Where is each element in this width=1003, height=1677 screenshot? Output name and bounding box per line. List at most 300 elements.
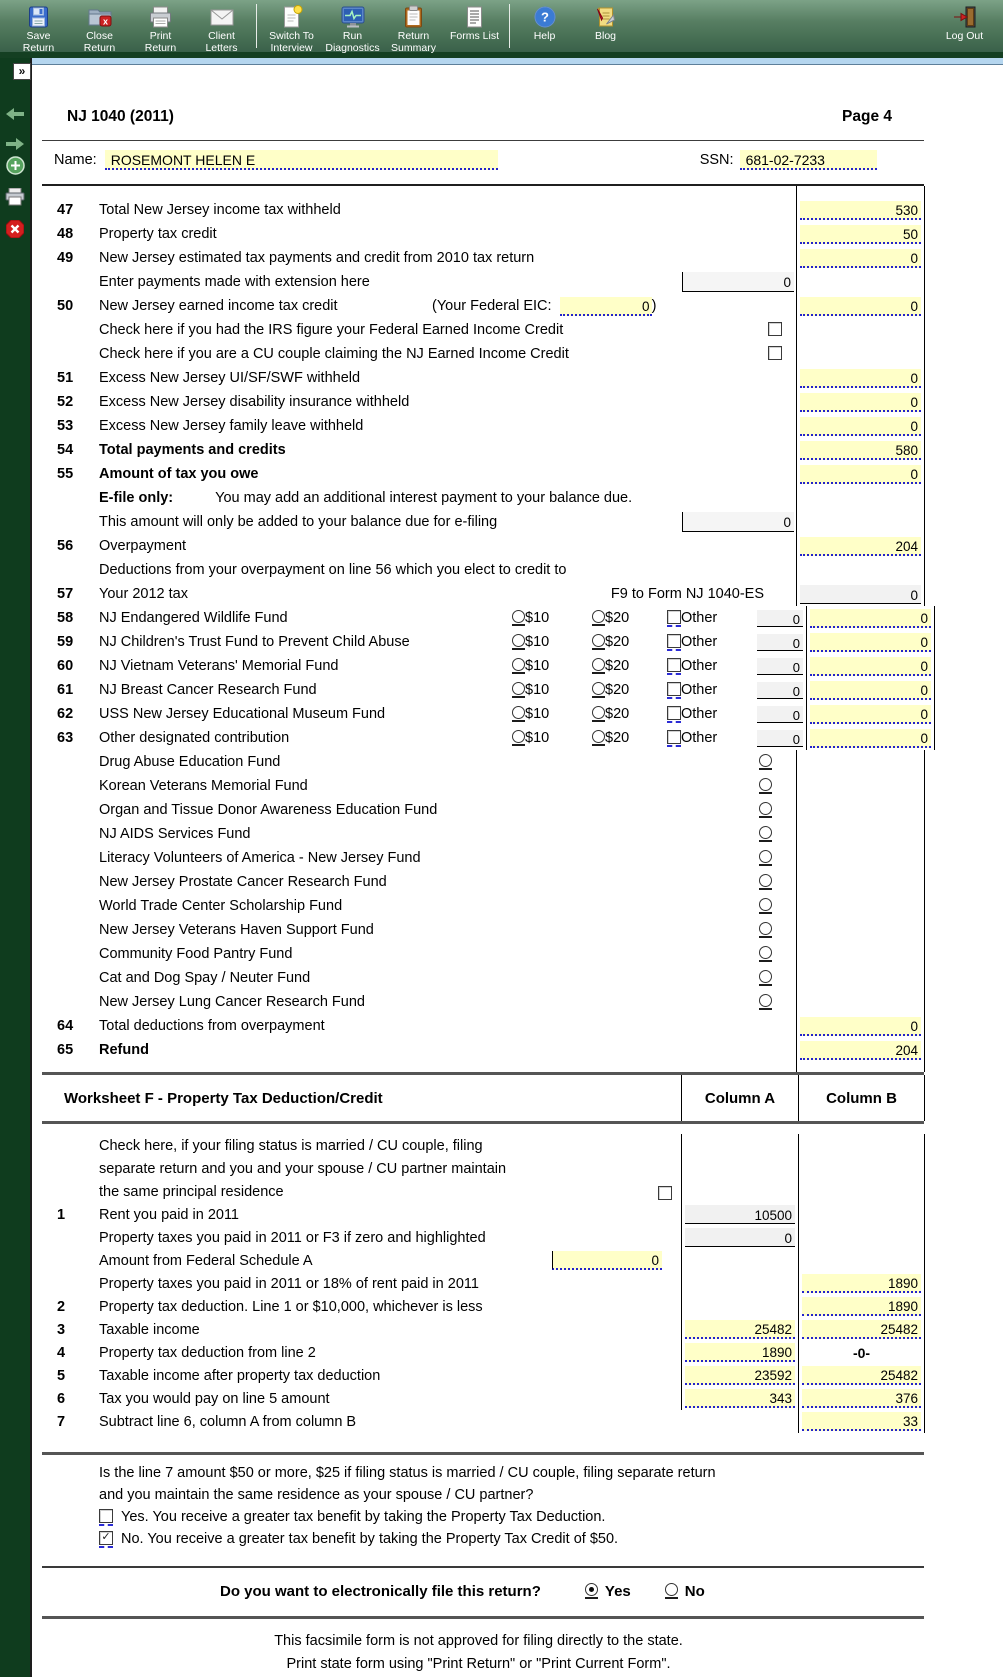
ws-line4-a-field[interactable]: 1890 bbox=[685, 1343, 795, 1362]
ws-18pct-field[interactable]: 1890 bbox=[802, 1274, 921, 1293]
fund-row-prostate-cancer bbox=[32, 870, 925, 894]
envelope-icon bbox=[209, 3, 235, 30]
fund-row-lung-cancer bbox=[32, 990, 925, 1014]
line-label: Excess New Jersey disability insurance withheld bbox=[99, 394, 410, 410]
deduction-credit-question bbox=[32, 1462, 925, 1550]
line-number: 61 bbox=[57, 682, 74, 698]
main-toolbar bbox=[0, 0, 1003, 52]
extension-payments-row bbox=[32, 270, 925, 294]
federal-eic-field[interactable]: 0 bbox=[560, 297, 652, 316]
line-label: This amount will only be added to your balance due for e-filing bbox=[99, 514, 498, 530]
divider bbox=[42, 1616, 924, 1619]
ws-check-line-3 bbox=[32, 1180, 925, 1203]
fund-radio[interactable] bbox=[759, 874, 772, 890]
blog-button[interactable] bbox=[575, 3, 636, 42]
efile-yes-radio[interactable] bbox=[585, 1583, 598, 1599]
line-number: 50 bbox=[57, 298, 74, 314]
ws-line5-a-field[interactable]: 23592 bbox=[685, 1366, 795, 1385]
clipboard-icon bbox=[401, 3, 426, 30]
ws-property-taxes-row bbox=[32, 1226, 925, 1249]
ten-dollar-label: $10 bbox=[525, 610, 550, 626]
ws-check-line-1 bbox=[32, 1134, 925, 1157]
close-return-icon bbox=[87, 3, 113, 30]
twenty-dollar-label: $20 bbox=[605, 610, 630, 626]
line54-amount-field[interactable]: 580 bbox=[800, 441, 921, 460]
ws-line7-b-field[interactable]: 33 bbox=[802, 1412, 921, 1431]
button-label: Client bbox=[208, 30, 235, 42]
line-label: Amount of tax you owe bbox=[99, 466, 259, 482]
line59-twenty-radio[interactable] bbox=[592, 634, 605, 650]
form-line-47 bbox=[32, 198, 925, 222]
fund-radio[interactable] bbox=[759, 754, 772, 770]
interview-icon bbox=[279, 3, 304, 30]
fund-row-nj-aids bbox=[32, 822, 925, 846]
cu-eic-checkbox-row bbox=[32, 342, 925, 366]
close-form-icon[interactable] bbox=[4, 218, 26, 240]
forms-list-button[interactable] bbox=[444, 3, 505, 42]
no-option-label: No. You receive a greater tax benefit by taking the Property Tax Credit of $50. bbox=[121, 1531, 619, 1547]
switch-to-interview-button[interactable] bbox=[261, 3, 322, 54]
svg-text:x: x bbox=[102, 16, 108, 26]
line60-other-amount-field[interactable]: 0 bbox=[757, 658, 803, 675]
ws-label: Property taxes you paid in 2011 or 18% of rent paid in 2011 bbox=[99, 1275, 479, 1292]
ten-dollar-label: $10 bbox=[525, 634, 550, 650]
ws-label: Property taxes you paid in 2011 or F3 if zero and highlighted bbox=[99, 1229, 486, 1246]
form-line-52 bbox=[32, 390, 925, 414]
line63-ten-radio[interactable] bbox=[512, 730, 525, 746]
credit-no-checkbox[interactable]: ✓ bbox=[99, 1531, 113, 1548]
line-label: Your 2012 tax bbox=[99, 586, 188, 602]
line-number: 59 bbox=[57, 634, 74, 650]
line-label: Excess New Jersey UI/SF/SWF withheld bbox=[99, 370, 361, 386]
divider bbox=[42, 140, 924, 141]
line51-amount-field[interactable]: 0 bbox=[800, 369, 921, 388]
line65-amount-field[interactable]: 204 bbox=[800, 1041, 921, 1060]
line62-amount-field[interactable]: 0 bbox=[810, 705, 931, 724]
fund-radio[interactable] bbox=[759, 994, 772, 1010]
line63-twenty-radio[interactable] bbox=[592, 730, 605, 746]
line-label: NJ Children's Trust Fund to Prevent Child Abuse bbox=[99, 634, 410, 650]
line-label: Total payments and credits bbox=[99, 442, 286, 458]
line-label: Enter payments made with extension here bbox=[99, 274, 370, 290]
line61-other-checkbox[interactable] bbox=[667, 682, 681, 699]
question-yes-row bbox=[32, 1506, 925, 1528]
line59-amount-field[interactable]: 0 bbox=[810, 633, 931, 652]
other-label: Other bbox=[681, 634, 718, 650]
line61-amount-field[interactable]: 0 bbox=[810, 681, 931, 700]
ws-line5-b-field[interactable]: 25482 bbox=[802, 1366, 921, 1385]
button-label: Summary bbox=[391, 42, 436, 54]
help-button[interactable] bbox=[514, 3, 575, 42]
form-header bbox=[32, 108, 925, 126]
fund-radio[interactable] bbox=[759, 826, 772, 842]
button-label: Blog bbox=[594, 30, 616, 42]
button-label: Print bbox=[149, 30, 172, 42]
button-label: Return bbox=[397, 30, 430, 42]
ten-dollar-label: $10 bbox=[525, 706, 550, 722]
form-line-50 bbox=[32, 294, 925, 318]
ws-line-number: 7 bbox=[57, 1413, 66, 1430]
save-return-button[interactable] bbox=[8, 3, 69, 54]
ws-label: Check here, if your filing status is married / CU couple, filing bbox=[99, 1137, 483, 1154]
ws-line-2 bbox=[32, 1295, 925, 1318]
printer-icon bbox=[148, 3, 173, 30]
federal-eic-close-paren: ) bbox=[651, 298, 657, 314]
question-line-1: Is the line 7 amount $50 or more, $25 if filing status is married / CU couple, filing separate return bbox=[99, 1465, 716, 1481]
form-line-64 bbox=[32, 1014, 925, 1038]
form-line-59 bbox=[32, 630, 928, 654]
button-label: Return bbox=[83, 42, 116, 54]
spacer-row bbox=[32, 186, 925, 198]
deductions-note-row bbox=[32, 558, 925, 582]
ws-line-number: 2 bbox=[57, 1298, 66, 1315]
name-field[interactable]: ROSEMONT HELEN E bbox=[105, 150, 498, 170]
ws-line-5 bbox=[32, 1364, 925, 1387]
line-number: 57 bbox=[57, 586, 74, 602]
fund-label: Literacy Volunteers of America - New Jersey Fund bbox=[99, 850, 421, 866]
question-no-row bbox=[32, 1528, 925, 1550]
form-line-55 bbox=[32, 462, 925, 486]
blog-icon bbox=[593, 3, 618, 30]
button-label: Letters bbox=[205, 42, 238, 54]
line-label: Total deductions from overpayment bbox=[99, 1018, 325, 1034]
fund-radio[interactable] bbox=[759, 946, 772, 962]
ws-line-7 bbox=[32, 1410, 925, 1433]
divider bbox=[42, 1121, 924, 1124]
line-number: 62 bbox=[57, 706, 74, 722]
ssn-label: SSN: bbox=[699, 152, 734, 168]
twenty-dollar-label: $20 bbox=[605, 730, 630, 746]
ws-label: Property tax deduction. Line 1 or $10,000, whichever is less bbox=[99, 1298, 483, 1315]
other-label: Other bbox=[681, 682, 718, 698]
line59-other-amount-field[interactable]: 0 bbox=[757, 634, 803, 651]
efile-yes-label: Yes bbox=[604, 1582, 631, 1600]
form-line-57 bbox=[32, 582, 925, 606]
other-label: Other bbox=[681, 706, 718, 722]
yes-option-label: Yes. You receive a greater tax benefit by taking the Property Tax Deduction. bbox=[121, 1509, 606, 1525]
line61-ten-radio[interactable] bbox=[512, 682, 525, 698]
button-label: Diagnostics bbox=[325, 42, 380, 54]
fund-radio[interactable] bbox=[759, 898, 772, 914]
extension-payments-field[interactable]: 0 bbox=[682, 272, 794, 292]
svg-text:?: ? bbox=[540, 9, 549, 24]
irs-eic-checkbox-row bbox=[32, 318, 925, 342]
line47-amount-field[interactable]: 530 bbox=[800, 201, 921, 220]
fund-row-wtc-scholarship bbox=[32, 894, 925, 918]
fund-label: New Jersey Prostate Cancer Research Fund bbox=[99, 874, 387, 890]
ws-rent-field[interactable]: 10500 bbox=[685, 1205, 795, 1224]
line58-twenty-radio[interactable] bbox=[592, 610, 605, 626]
line-number: 63 bbox=[57, 730, 74, 746]
return-summary-button[interactable] bbox=[383, 3, 444, 54]
fund-label: New Jersey Lung Cancer Research Fund bbox=[99, 994, 365, 1010]
fund-row-korean-veterans bbox=[32, 774, 925, 798]
ws-line-number: 6 bbox=[57, 1390, 66, 1407]
facsimile-footer bbox=[32, 1630, 925, 1676]
form-pane bbox=[30, 58, 1003, 1677]
other-label: Other bbox=[681, 658, 718, 674]
line48-amount-field[interactable]: 50 bbox=[800, 225, 921, 244]
line-label: Refund bbox=[99, 1042, 149, 1058]
help-icon bbox=[533, 3, 557, 30]
fund-label: NJ AIDS Services Fund bbox=[99, 826, 251, 842]
divider bbox=[42, 1452, 924, 1455]
line60-other-checkbox[interactable] bbox=[667, 658, 681, 675]
print-return-button[interactable] bbox=[130, 3, 191, 54]
name-ssn-row bbox=[32, 148, 925, 172]
twenty-dollar-label: $20 bbox=[605, 682, 630, 698]
line59-ten-radio[interactable] bbox=[512, 634, 525, 650]
ws-label: Amount from Federal Schedule A bbox=[99, 1252, 313, 1269]
efile-interest-field[interactable]: 0 bbox=[682, 512, 794, 532]
line-label: Excess New Jersey family leave withheld bbox=[99, 418, 364, 434]
line62-ten-radio[interactable] bbox=[512, 706, 525, 722]
ws-schedule-a-field[interactable]: 0 bbox=[552, 1251, 662, 1270]
ten-dollar-label: $10 bbox=[525, 730, 550, 746]
column-b-header: Column B bbox=[798, 1075, 925, 1121]
ws-label: Tax you would pay on line 5 amount bbox=[99, 1390, 330, 1407]
line-number: 53 bbox=[57, 418, 74, 434]
line58-other-checkbox[interactable] bbox=[667, 610, 681, 627]
line-label: Deductions from your overpayment on line 56 which you elect to credit to bbox=[99, 562, 567, 578]
line61-other-amount-field[interactable]: 0 bbox=[757, 682, 803, 699]
line55-amount-field[interactable]: 0 bbox=[800, 465, 921, 484]
log-out-icon bbox=[952, 3, 978, 30]
page-number: Page 4 bbox=[842, 108, 892, 125]
ws-label: Subtract line 6, column A from column B bbox=[99, 1413, 357, 1430]
form-line-56 bbox=[32, 534, 925, 558]
form-line-48 bbox=[32, 222, 925, 246]
efile-note-row bbox=[32, 486, 925, 510]
run-diagnostics-button[interactable] bbox=[322, 3, 383, 54]
ws-separate-residence-checkbox[interactable] bbox=[658, 1186, 672, 1202]
line63-other-checkbox[interactable] bbox=[667, 730, 681, 747]
line52-amount-field[interactable]: 0 bbox=[800, 393, 921, 412]
ws-line3-b-field[interactable]: 25482 bbox=[802, 1320, 921, 1339]
button-label: Interview bbox=[270, 42, 313, 54]
footer-line-1: This facsimile form is not approved for filing directly to the state. bbox=[274, 1633, 683, 1649]
form-line-65 bbox=[32, 1038, 925, 1062]
fund-label: Organ and Tissue Donor Awareness Education Fund bbox=[99, 802, 438, 818]
line-number: 65 bbox=[57, 1042, 74, 1058]
line-label: USS New Jersey Educational Museum Fund bbox=[99, 706, 386, 722]
fund-radio[interactable] bbox=[759, 778, 772, 794]
ws-18pct-rent-row bbox=[32, 1272, 925, 1295]
fund-row-organ-donor bbox=[32, 798, 925, 822]
fund-label: Drug Abuse Education Fund bbox=[99, 754, 281, 770]
irs-eic-checkbox[interactable] bbox=[768, 322, 782, 338]
save-icon bbox=[26, 3, 51, 30]
line-label: NJ Endangered Wildlife Fund bbox=[99, 610, 288, 626]
diagnostics-icon bbox=[340, 3, 366, 30]
fund-row-literacy bbox=[32, 846, 925, 870]
log-out-button[interactable] bbox=[934, 3, 995, 42]
line57-amount-field[interactable]: 0 bbox=[800, 585, 921, 604]
form-line-51 bbox=[32, 366, 925, 390]
footer-line-2: Print state form using "Print Return" or "Print Current Form". bbox=[286, 1656, 671, 1672]
line60-amount-field[interactable]: 0 bbox=[810, 657, 931, 676]
federal-eic-label: (Your Federal EIC: bbox=[432, 298, 552, 314]
fund-label: Community Food Pantry Fund bbox=[99, 946, 293, 962]
line59-other-checkbox[interactable] bbox=[667, 634, 681, 651]
ws-schedule-a-row bbox=[32, 1249, 925, 1272]
line-number: 52 bbox=[57, 394, 74, 410]
efile-interest-row bbox=[32, 510, 925, 534]
ws-property-tax-field[interactable]: 0 bbox=[685, 1228, 795, 1247]
line53-amount-field[interactable]: 0 bbox=[800, 417, 921, 436]
other-label: Other bbox=[681, 610, 718, 626]
ws-label: Taxable income bbox=[99, 1321, 200, 1338]
lines-section bbox=[32, 186, 928, 1072]
form-line-62 bbox=[32, 702, 928, 726]
efile-note-text: You may add an additional interest payment to your balance due. bbox=[215, 490, 633, 506]
line61-twenty-radio[interactable] bbox=[592, 682, 605, 698]
ws-line3-a-field[interactable]: 25482 bbox=[685, 1320, 795, 1339]
ws-label: Taxable income after property tax deduction bbox=[99, 1367, 381, 1384]
button-label: Forms List bbox=[449, 30, 499, 42]
form-line-61 bbox=[32, 678, 928, 702]
ws-line-number: 5 bbox=[57, 1367, 66, 1384]
line62-twenty-radio[interactable] bbox=[592, 706, 605, 722]
line58-ten-radio[interactable] bbox=[512, 610, 525, 626]
fund-row-veterans-haven bbox=[32, 918, 925, 942]
fund-row-spay-neuter bbox=[32, 966, 925, 990]
efile-prompt: Do you want to electronically file this return? bbox=[220, 1582, 541, 1600]
ws-line-6 bbox=[32, 1387, 925, 1410]
button-label: Help bbox=[533, 30, 556, 42]
fund-label: World Trade Center Scholarship Fund bbox=[99, 898, 343, 914]
button-label: Run bbox=[342, 30, 363, 42]
fund-label: Cat and Dog Spay / Neuter Fund bbox=[99, 970, 311, 986]
line-label: Other designated contribution bbox=[99, 730, 290, 746]
ws-label: Property tax deduction from line 2 bbox=[99, 1344, 316, 1361]
ws-line6-a-field[interactable]: 343 bbox=[685, 1389, 795, 1408]
button-label: Save bbox=[26, 30, 51, 42]
column-a-header: Column A bbox=[681, 1075, 798, 1121]
expand-panel-button[interactable]: » bbox=[13, 63, 31, 80]
fund-radio[interactable] bbox=[759, 970, 772, 986]
cu-eic-checkbox[interactable] bbox=[768, 346, 782, 362]
worksheet-header bbox=[32, 1075, 925, 1121]
line-label: Property tax credit bbox=[99, 226, 217, 242]
ws-line-number: 3 bbox=[57, 1321, 66, 1338]
line63-other-amount-field[interactable]: 0 bbox=[757, 730, 803, 747]
line-label: NJ Vietnam Veterans' Memorial Fund bbox=[99, 658, 339, 674]
worksheet-title: Worksheet F - Property Tax Deduction/Credit bbox=[64, 1089, 383, 1107]
form-line-53 bbox=[32, 414, 925, 438]
fund-label: New Jersey Veterans Haven Support Fund bbox=[99, 922, 374, 938]
ten-dollar-label: $10 bbox=[525, 682, 550, 698]
form-line-49 bbox=[32, 246, 925, 270]
ten-dollar-label: $10 bbox=[525, 658, 550, 674]
print-page-icon[interactable] bbox=[4, 186, 26, 208]
worksheet-section bbox=[32, 1134, 925, 1433]
form-line-63 bbox=[32, 726, 928, 750]
line-label: Check here if you had the IRS figure your Federal Earned Income Credit bbox=[99, 322, 564, 338]
line-label: New Jersey estimated tax payments and credit from 2010 tax return bbox=[99, 250, 535, 266]
line-number: 51 bbox=[57, 370, 74, 386]
f9-hint-text: F9 to Form NJ 1040-ES bbox=[610, 586, 764, 602]
name-label: Name: bbox=[54, 152, 97, 168]
pane-top-strip bbox=[32, 58, 1003, 65]
fund-row-food-pantry bbox=[32, 942, 925, 966]
efile-no-label: No bbox=[684, 1582, 705, 1600]
line-label: Overpayment bbox=[99, 538, 187, 554]
line-number: 64 bbox=[57, 1018, 74, 1034]
line-number: 55 bbox=[57, 466, 74, 482]
line58-amount-field[interactable]: 0 bbox=[810, 609, 931, 628]
forms-list-icon bbox=[462, 3, 487, 30]
spacer-row bbox=[32, 1062, 925, 1072]
line-number: 49 bbox=[57, 250, 74, 266]
line-number: 58 bbox=[57, 610, 74, 626]
line62-other-amount-field[interactable]: 0 bbox=[757, 706, 803, 723]
ws-line-3 bbox=[32, 1318, 925, 1341]
zoom-add-icon[interactable] bbox=[4, 154, 26, 176]
question-line-2: and you maintain the same residence as your spouse / CU partner? bbox=[99, 1487, 534, 1503]
line-number: 47 bbox=[57, 202, 74, 218]
fund-radio[interactable] bbox=[759, 850, 772, 866]
line-label: New Jersey earned income tax credit bbox=[99, 298, 338, 314]
close-return-button[interactable] bbox=[69, 3, 130, 54]
line-number: 54 bbox=[57, 442, 74, 458]
back-arrow-icon[interactable] bbox=[4, 103, 26, 125]
line-label: Total New Jersey income tax withheld bbox=[99, 202, 341, 218]
line62-other-checkbox[interactable] bbox=[667, 706, 681, 723]
client-letters-button[interactable] bbox=[191, 3, 252, 54]
line56-amount-field[interactable]: 204 bbox=[800, 537, 921, 556]
form-line-54 bbox=[32, 438, 925, 462]
line49-amount-field[interactable]: 0 bbox=[800, 249, 921, 268]
line60-ten-radio[interactable] bbox=[512, 658, 525, 674]
other-label: Other bbox=[681, 730, 718, 746]
fund-row-drug-abuse bbox=[32, 750, 925, 774]
line58-other-amount-field[interactable]: 0 bbox=[757, 610, 803, 627]
line-label: NJ Breast Cancer Research Fund bbox=[99, 682, 317, 698]
ws-line4-b-value: -0- bbox=[852, 1344, 871, 1361]
twenty-dollar-label: $20 bbox=[605, 706, 630, 722]
forward-arrow-icon[interactable] bbox=[4, 133, 26, 155]
ws-line-1-rent bbox=[32, 1203, 925, 1226]
form-line-60 bbox=[32, 654, 928, 678]
button-label: Return bbox=[22, 42, 55, 54]
ws-line2-b-field[interactable]: 1890 bbox=[802, 1297, 921, 1316]
ws-label: Rent you paid in 2011 bbox=[99, 1206, 240, 1223]
line-number: 60 bbox=[57, 658, 74, 674]
side-rail bbox=[0, 58, 30, 1677]
deduction-yes-checkbox[interactable] bbox=[99, 1509, 113, 1526]
twenty-dollar-label: $20 bbox=[605, 658, 630, 674]
fund-label: Korean Veterans Memorial Fund bbox=[99, 778, 308, 794]
ssn-field[interactable]: 681-02-7233 bbox=[740, 150, 877, 170]
efile-only-label: E-file only: bbox=[99, 490, 174, 506]
ws-line6-b-field[interactable]: 376 bbox=[802, 1389, 921, 1408]
ws-label: separate return and you and your spouse / CU partner maintain bbox=[99, 1160, 507, 1177]
twenty-dollar-label: $20 bbox=[605, 634, 630, 650]
line63-amount-field[interactable]: 0 bbox=[810, 729, 931, 748]
line50-amount-field[interactable]: 0 bbox=[800, 297, 921, 316]
line-label: Check here if you are a CU couple claiming the NJ Earned Income Credit bbox=[99, 346, 569, 362]
fund-radio[interactable] bbox=[759, 922, 772, 938]
line64-amount-field[interactable]: 0 bbox=[800, 1017, 921, 1036]
line-number: 48 bbox=[57, 226, 74, 242]
fund-radio[interactable] bbox=[759, 802, 772, 818]
line60-twenty-radio[interactable] bbox=[592, 658, 605, 674]
ws-line-number: 4 bbox=[57, 1344, 66, 1361]
button-label: Close bbox=[86, 30, 113, 42]
efile-no-radio[interactable] bbox=[665, 1583, 678, 1599]
button-label: Switch To bbox=[269, 30, 314, 42]
